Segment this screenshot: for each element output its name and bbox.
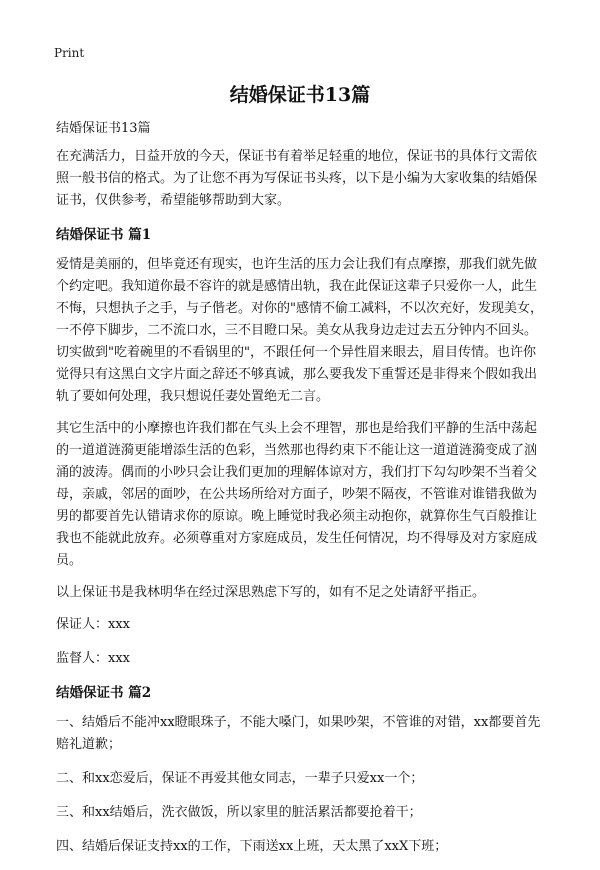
section-1-heading: 结婚保证书 篇1 (56, 227, 152, 243)
section-2-item-3: 三、和xx结婚后，洗衣做饭，所以家里的脏活累活都要抢着干； (56, 805, 422, 820)
section-2-heading: 结婚保证书 篇2 (56, 685, 152, 701)
section-1-paragraph-1: 爱情是美丽的，但毕竟还有现实，也许生活的压力会让我们有点摩擦，那我们就先做个约定吧。我知道你最不容许的就是感情出轨，我在此保证这辈子只爱你一人，此生不悔，只想执子之手，与子偕老。对你的"感情不偷工减料，不以次充好，发现美女，一不停下脚步，二不流口水，三不目瞪口呆。美女从我身边走过去五分钟内不回头。切实做到"吃着碗里的不看锅里的"，不跟任何一个异性眉来眼去，眉目传情。也许你觉得只有这黑白文字片面之辞还不够真诚，那么要我发下重誓还是非得来个假如我出轨了要如何处理，我只想说任妻处置绝无二言。 (56, 257, 543, 404)
print-label: Print (54, 46, 85, 60)
section-2-item-1: 一、结婚后不能冲xx瞪眼珠子，不能大嗓门，如果吵架，不管谁的对错，xx都要首先赔礼道歉； (56, 715, 541, 752)
section-2-item-2: 二、和xx恋爱后，保证不再爱其他女同志，一辈子只爱xx一个； (56, 771, 424, 786)
intro-paragraph: 在充满活力，日益开放的今天，保证书有着举足轻重的地位，保证书的具体行文需依照一般书信的格式。为了让您不再为写保证书头疼，以下是小编为大家收集的结婚保证书，仅供参考，希望能够帮助到大家。 (56, 149, 538, 208)
document-body (56, 118, 548, 870)
document-subtitle: 结婚保证书13篇 (56, 121, 151, 136)
page-title: 结婚保证书13篇 (229, 84, 371, 106)
guarantor-line: 保证人：xxx (56, 617, 130, 632)
section-2-item-4: 四、结婚后保证支持xx的工作，下雨送xx上班，天太黑了xxX下班； (56, 839, 448, 854)
supervisor-line: 监督人：xxx (56, 651, 130, 666)
section-1-paragraph-2: 其它生活中的小摩擦也许我们都在气头上会不理智，那也是给我们平静的生活中荡起的一道道涟漪更能增添生活的色彩，当然那也得约束下不能让这一道道涟漪变成了汹涌的波涛。偶而的小吵只会让我们更加的理解体谅对方，我们打下勾勾吵架不当着父母，亲戚，邻居的面吵，在公共场所给对方面子，吵架不隔夜，不管谁对谁错我做为男的都要首先认错请求你的原谅。晚上睡觉时我必须主动抱你，就算你生气百般推让我也不能就此放弃。必须尊重对方家庭成员，发生任何情况，均不得辱及对方家庭成员。 (56, 421, 538, 568)
section-1-paragraph-3: 以上保证书是我林明华在经过深思熟虑下写的，如有不足之处请舒平指正。 (56, 585, 486, 600)
